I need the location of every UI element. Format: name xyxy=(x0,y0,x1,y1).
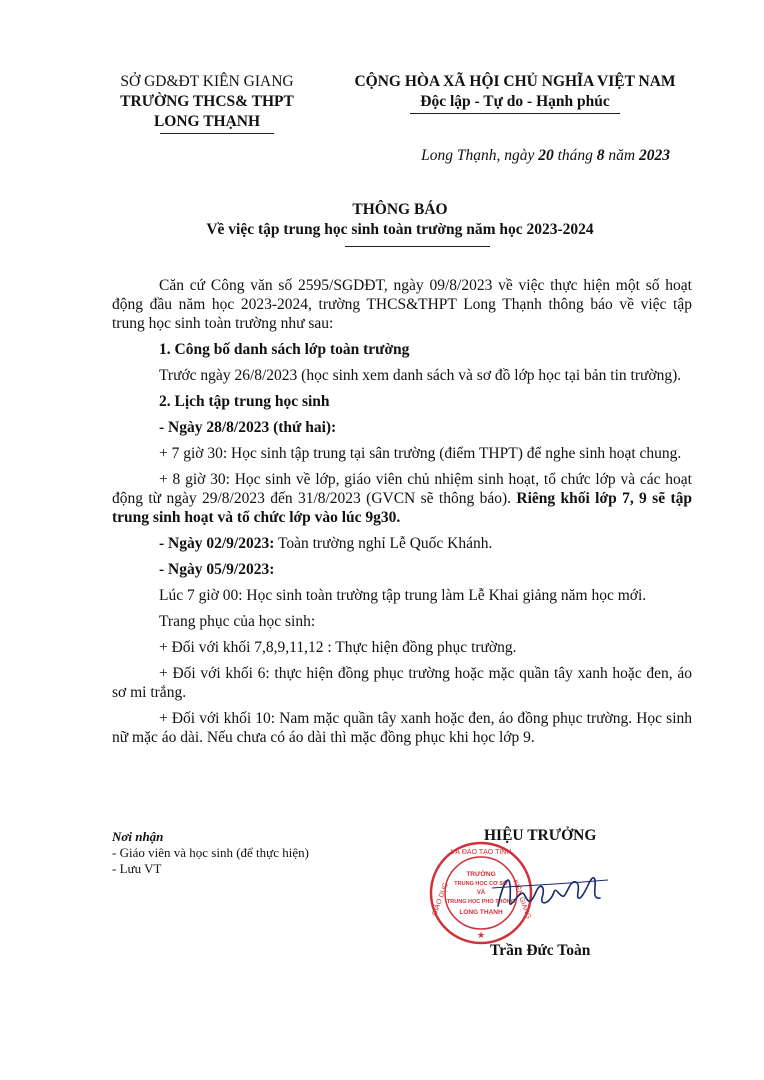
svg-text:TRUNG HỌC CƠ SỞ: TRUNG HỌC CƠ SỞ xyxy=(454,881,508,887)
header-left-underline xyxy=(160,133,274,134)
recipient-item: - Giáo viên và học sinh (để thực hiện) xyxy=(112,845,309,860)
school-name-line2: LONG THẠNH xyxy=(153,113,261,130)
national-title: CỘNG HÒA XÃ HỘI CHỦ NGHĨA VIỆT NAM xyxy=(354,73,676,90)
section-1-text: Trước ngày 26/8/2023 (học sinh xem danh sách và sơ đồ lớp học tại bản tin trường). xyxy=(159,367,682,384)
svg-text:VÀ ĐÀO TẠO TỈNH: VÀ ĐÀO TẠO TỈNH xyxy=(450,849,512,856)
uniform-item-2: + Đối với khối 6: thực hiện đồng phục trường hoặc mặc quần tây xanh hoặc đen, áo sơ mi trắng. xyxy=(112,665,692,701)
svg-text:★: ★ xyxy=(476,931,486,941)
signer-name: Trần Đức Toàn xyxy=(490,942,591,959)
handwritten-signature xyxy=(490,858,610,928)
recipient-item: - Lưu VT xyxy=(112,861,162,876)
agency-header xyxy=(92,72,322,132)
section-2-heading: 2. Lịch tập trung học sinh xyxy=(159,393,330,410)
day-3-heading: - Ngày 05/9/2023: xyxy=(159,561,275,578)
day-3-text: Lúc 7 giờ 00: Học sinh toàn trường tập trung làm Lễ Khai giảng năm học mới. xyxy=(159,587,647,604)
svg-text:VÀ: VÀ xyxy=(476,890,486,896)
intro-paragraph: Căn cứ Công văn số 2595/SGDĐT, ngày 09/8/2023 về việc thực hiện một số hoạt động đầu năm học 2023-2024, trường THCS&THPT Long Thạnh thông báo về việc tập trung học sinh toàn trường như sau: xyxy=(112,277,692,332)
national-motto: Độc lập - Tự do - Hạnh phúc xyxy=(420,93,610,110)
svg-text:GIÁO DỤC: GIÁO DỤC xyxy=(431,882,450,917)
signer-role: HIỆU TRƯỞNG xyxy=(484,827,597,844)
department-name: SỞ GD&ĐT KIÊN GIANG xyxy=(120,73,294,90)
svg-text:LONG THẠNH: LONG THẠNH xyxy=(459,909,503,916)
document-date: Long Thạnh, ngày 20 tháng 8 năm 2023 xyxy=(421,147,670,164)
recipients-block xyxy=(112,829,309,877)
svg-text:TRUNG HỌC PHỔ THÔNG: TRUNG HỌC PHỔ THÔNG xyxy=(446,899,516,905)
national-header xyxy=(330,72,700,112)
section-1-heading: 1. Công bố danh sách lớp toàn trường xyxy=(159,341,410,358)
day-1-item-2: + 8 giờ 30: Học sinh về lớp, giáo viên chủ nhiệm sinh hoạt, tổ chức lớp và các hoạt động từ ngày 29/8/2023 đến 31/8/2023 (GVCN sẽ thông báo). Riêng khối lớp 7, 9 sẽ tập trung sinh hoạt và tổ chức lớp vào lúc 9g30. xyxy=(112,471,692,526)
document-title xyxy=(150,200,650,240)
svg-text:KIÊN GIANG: KIÊN GIANG xyxy=(511,879,532,920)
header-right-underline xyxy=(410,113,620,114)
svg-text:TRƯỜNG: TRƯỜNG xyxy=(466,871,496,878)
document-body xyxy=(112,276,692,754)
title-underline xyxy=(345,246,490,247)
day-1-heading: - Ngày 28/8/2023 (thứ hai): xyxy=(159,419,337,436)
title-main: THÔNG BÁO xyxy=(352,201,448,218)
school-name: TRƯỜNG THCS& THPT xyxy=(120,93,294,110)
uniform-item-1: + Đối với khối 7,8,9,11,12 : Thực hiện đồng phục trường. xyxy=(159,639,517,656)
day-2-line: - Ngày 02/9/2023: Toàn trường nghỉ Lễ Quốc Khánh. xyxy=(159,535,493,552)
uniform-item-3: + Đối với khối 10: Nam mặc quần tây xanh hoặc đen, áo đồng phục trường. Học sinh nữ mặc áo dài. Nếu chưa có áo dài thì mặc đồng phục khi học lớp 9. xyxy=(112,710,692,746)
title-subject: Về việc tập trung học sinh toàn trường năm học 2023-2024 xyxy=(206,221,594,238)
day-1-item-1: + 7 giờ 30: Học sinh tập trung tại sân trường (điểm THPT) để nghe sinh hoạt chung. xyxy=(159,445,682,462)
recipients-title: Nơi nhận xyxy=(112,829,164,844)
uniform-heading: Trang phục của học sinh: xyxy=(159,613,316,630)
